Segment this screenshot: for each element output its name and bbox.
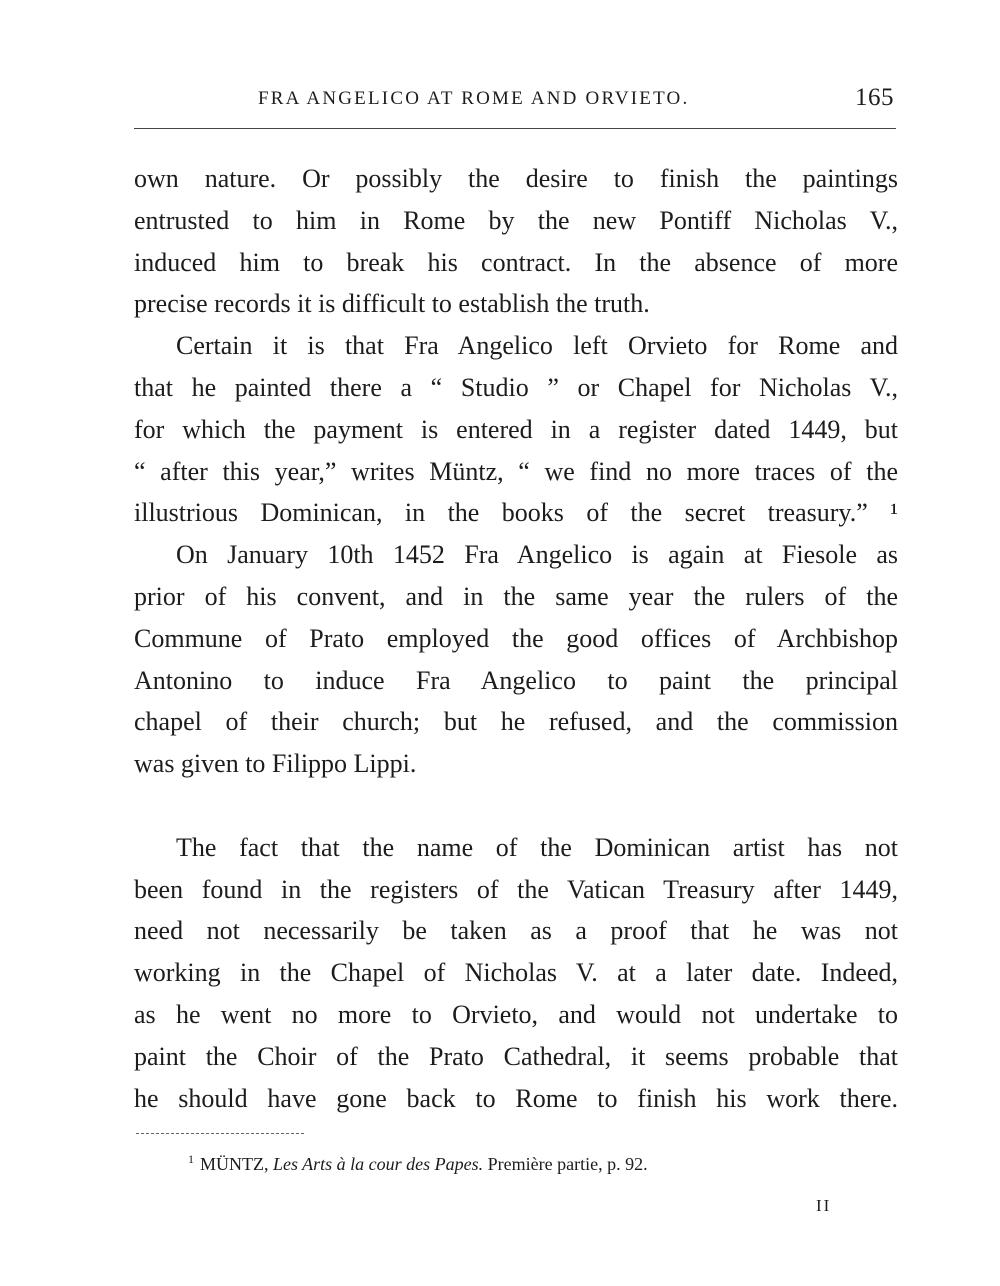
text-line: for which the payment is entered in a register dated 1449, but: [134, 414, 898, 444]
page-number: 165: [855, 84, 894, 111]
text-line: precise records it is difficult to establish the truth.: [134, 289, 650, 319]
footnote: [188, 1152, 648, 1175]
text-line: “ after this year,” writes Müntz, “ we find no more traces of the: [134, 456, 898, 486]
signature-mark: II: [816, 1196, 832, 1215]
body-text: [134, 158, 898, 1119]
text-line: he should have gone back to Rome to finish his work there.: [134, 1083, 898, 1113]
paragraph-2: [134, 325, 898, 534]
text-line: working in the Chapel of Nicholas V. at a later date. Indeed,: [134, 958, 898, 988]
text-line: own nature. Or possibly the desire to finish the paintings: [134, 164, 898, 193]
text-line: Antonino to induce Fra Angelico to paint the principal: [134, 665, 898, 695]
header-rule: [134, 128, 896, 129]
text-line: was given to Filippo Lippi.: [134, 749, 417, 779]
running-header: [134, 84, 896, 114]
footnote-rule: [136, 1133, 304, 1134]
text-line: paint the Choir of the Prato Cathedral, it seems probable that: [134, 1041, 898, 1071]
footnote-author: MÜNTZ,: [200, 1154, 269, 1174]
text-line: Commune of Prato employed the good offices of Archbishop: [134, 623, 898, 653]
footnote-marker: 1: [188, 1152, 194, 1166]
text-line: The fact that the name of the Dominican artist has not: [176, 832, 898, 862]
paragraph-1: [134, 158, 898, 325]
text-line: been found in the registers of the Vatican Treasury after 1449,: [134, 874, 898, 904]
section-gap: [134, 785, 898, 827]
text-line: illustrious Dominican, in the books of the secret treasury.” ¹: [134, 498, 898, 528]
footnote-reference: Première partie, p. 92.: [487, 1154, 648, 1174]
text-line: induced him to break his contract. In the absence of more: [134, 247, 898, 277]
text-line: On January 10th 1452 Fra Angelico is again at Fiesole as: [176, 540, 898, 570]
text-line: entrusted to him in Rome by the new Pontiff Nicholas V.,: [134, 205, 898, 235]
text-line: chapel of their church; but he refused, and the commission: [134, 707, 898, 737]
paragraph-4: [134, 827, 898, 1120]
text-line: need not necessarily be taken as a proof that he was not: [134, 916, 898, 946]
footnote-title: Les Arts à la cour des Papes.: [273, 1154, 484, 1174]
text-line: Certain it is that Fra Angelico left Orvieto for Rome and: [176, 331, 898, 361]
text-line: that he painted there a “ Studio ” or Chapel for Nicholas V.,: [134, 372, 898, 402]
text-line: prior of his convent, and in the same year the rulers of the: [134, 581, 898, 611]
text-line: as he went no more to Orvieto, and would not undertake to: [134, 999, 898, 1029]
running-title: FRA ANGELICO AT ROME AND ORVIETO.: [258, 88, 690, 109]
paragraph-3: [134, 534, 898, 785]
